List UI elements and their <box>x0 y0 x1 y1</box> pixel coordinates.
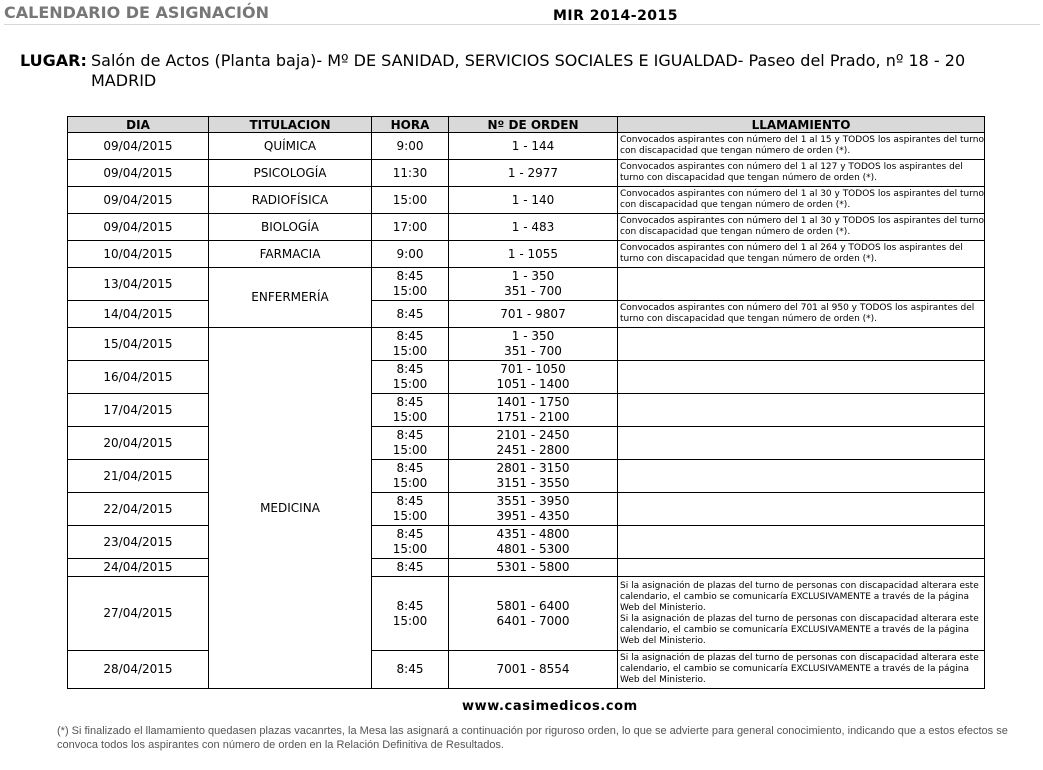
cell-dia: 13/04/2015 <box>68 268 209 301</box>
cell-titulacion: PSICOLOGÍA <box>209 160 372 187</box>
table-row <box>68 493 985 526</box>
cell-llamamiento <box>618 460 985 493</box>
column-header-hora: HORA <box>372 117 449 133</box>
cell-llamamiento: Convocados aspirantes con número del 1 al 15 y TODOS los aspirantes del turno con discapacidad que tengan número de orden (*). <box>618 133 985 160</box>
cell-titulacion: QUÍMICA <box>209 133 372 160</box>
cell-orden: 5301 - 5800 <box>449 559 618 577</box>
cell-titulacion: MEDICINA <box>209 328 372 689</box>
table-row <box>68 460 985 493</box>
cell-hora: 9:00 <box>372 133 449 160</box>
cell-dia: 20/04/2015 <box>68 427 209 460</box>
cell-titulacion: FARMACIA <box>209 241 372 268</box>
cell-orden: 7001 - 8554 <box>449 651 618 689</box>
page-title: CALENDARIO DE ASIGNACIÓN <box>4 3 275 25</box>
footnote: (*) Si finalizado el llamamiento quedasen plazas vacanrtes, la Mesa las asignará a continuación por riguroso orden, lo que se advierte para general conocimiento, indicando que a estos efectos se convoca todos los aspirantes con número de orden en la Relación Definitiva de Resultados. <box>57 725 1008 751</box>
cell-dia: 09/04/2015 <box>68 214 209 241</box>
cell-dia: 28/04/2015 <box>68 651 209 689</box>
cell-hora: 8:45 15:00 <box>372 361 449 394</box>
cell-llamamiento <box>618 394 985 427</box>
header-divider <box>4 24 1040 25</box>
cell-dia: 24/04/2015 <box>68 559 209 577</box>
cell-llamamiento: Si la asignación de plazas del turno de personas con discapacidad alterara este calendario, el cambio se comunicaría EXCLUSIVAMENTE a través de la página Web del Ministerio. <box>618 651 985 689</box>
website-link[interactable]: www.casimedicos.com <box>462 699 638 714</box>
exam-title: MIR 2014-2015 <box>553 8 679 24</box>
cell-dia: 14/04/2015 <box>68 301 209 328</box>
table-row <box>68 301 985 328</box>
location-block <box>20 51 1030 91</box>
table-row <box>68 187 985 214</box>
table-row <box>68 241 985 268</box>
cell-hora: 8:45 <box>372 301 449 328</box>
cell-hora: 8:45 15:00 <box>372 577 449 651</box>
cell-orden: 5801 - 6400 6401 - 7000 <box>449 577 618 651</box>
cell-hora: 8:45 15:00 <box>372 394 449 427</box>
cell-hora: 8:45 15:00 <box>372 328 449 361</box>
location-label: LUGAR: <box>20 51 87 70</box>
cell-dia: 15/04/2015 <box>68 328 209 361</box>
cell-titulacion: BIOLOGÍA <box>209 214 372 241</box>
cell-llamamiento: Convocados aspirantes con número del 1 al 264 y TODOS los aspirantes del turno con discapacidad que tengan número de orden (*). <box>618 241 985 268</box>
cell-llamamiento: Convocados aspirantes con número del 1 al 30 y TODOS los aspirantes del turno con discapacidad que tengan número de orden (*). <box>618 187 985 214</box>
cell-orden: 701 - 1050 1051 - 1400 <box>449 361 618 394</box>
cell-titulacion: ENFERMERÍA <box>209 268 372 328</box>
cell-hora: 8:45 <box>372 559 449 577</box>
cell-llamamiento <box>618 268 985 301</box>
cell-llamamiento: Convocados aspirantes con número del 1 al 30 y TODOS los aspirantes del turno con discapacidad que tengan número de orden (*). <box>618 214 985 241</box>
cell-dia: 27/04/2015 <box>68 577 209 651</box>
assignment-calendar-table <box>67 116 985 689</box>
cell-dia: 10/04/2015 <box>68 241 209 268</box>
cell-llamamiento <box>618 361 985 394</box>
column-header-llamamiento: LLAMAMIENTO <box>618 117 985 133</box>
cell-orden: 2101 - 2450 2451 - 2800 <box>449 427 618 460</box>
cell-hora: 8:45 15:00 <box>372 493 449 526</box>
cell-titulacion: RADIOFÍSICA <box>209 187 372 214</box>
column-header-titulacion: TITULACION <box>209 117 372 133</box>
cell-orden: 1 - 483 <box>449 214 618 241</box>
cell-orden: 1 - 1055 <box>449 241 618 268</box>
cell-llamamiento: Si la asignación de plazas del turno de personas con discapacidad alterara este calendario, el cambio se comunicaría EXCLUSIVAMENTE a través de la página Web del Ministerio. Si la asignación de plazas del turno de personas con discapacidad alterara este calendario, el cambio se comunicaría EXCLUSIVAMENTE a través de la página Web del Ministerio. <box>618 577 985 651</box>
table-row <box>68 214 985 241</box>
location-address: Salón de Actos (Planta baja)- Mº DE SANIDAD, SERVICIOS SOCIALES E IGUALDAD- Paseo del Prado, nº 18 - 20 MADRID <box>91 51 966 90</box>
table-row <box>68 427 985 460</box>
table-row <box>68 268 985 301</box>
table-row <box>68 577 985 651</box>
cell-llamamiento <box>618 493 985 526</box>
cell-hora: 17:00 <box>372 214 449 241</box>
cell-orden: 1 - 140 <box>449 187 618 214</box>
cell-dia: 09/04/2015 <box>68 133 209 160</box>
cell-dia: 21/04/2015 <box>68 460 209 493</box>
table-row <box>68 394 985 427</box>
table-row <box>68 160 985 187</box>
cell-dia: 09/04/2015 <box>68 160 209 187</box>
cell-llamamiento: Convocados aspirantes con número del 1 al 127 y TODOS los aspirantes del turno con discapacidad que tengan número de orden (*). <box>618 160 985 187</box>
cell-dia: 09/04/2015 <box>68 187 209 214</box>
cell-orden: 1401 - 1750 1751 - 2100 <box>449 394 618 427</box>
cell-orden: 1 - 350 351 - 700 <box>449 328 618 361</box>
cell-llamamiento <box>618 328 985 361</box>
cell-hora: 9:00 <box>372 241 449 268</box>
column-header-orden: Nº DE ORDEN <box>449 117 618 133</box>
cell-hora: 11:30 <box>372 160 449 187</box>
table-row <box>68 559 985 577</box>
cell-hora: 8:45 <box>372 651 449 689</box>
cell-orden: 3551 - 3950 3951 - 4350 <box>449 493 618 526</box>
cell-hora: 8:45 15:00 <box>372 460 449 493</box>
cell-orden: 1 - 144 <box>449 133 618 160</box>
cell-orden: 4351 - 4800 4801 - 5300 <box>449 526 618 559</box>
cell-llamamiento <box>618 559 985 577</box>
table-row <box>68 328 985 361</box>
cell-orden: 2801 - 3150 3151 - 3550 <box>449 460 618 493</box>
table-header-row <box>68 117 985 133</box>
cell-orden: 701 - 9807 <box>449 301 618 328</box>
table-row <box>68 361 985 394</box>
cell-hora: 15:00 <box>372 187 449 214</box>
cell-dia: 22/04/2015 <box>68 493 209 526</box>
cell-llamamiento <box>618 427 985 460</box>
cell-orden: 1 - 350 351 - 700 <box>449 268 618 301</box>
table-row <box>68 133 985 160</box>
cell-dia: 23/04/2015 <box>68 526 209 559</box>
cell-hora: 8:45 15:00 <box>372 268 449 301</box>
cell-llamamiento: Convocados aspirantes con número del 701 al 950 y TODOS los aspirantes del turno con discapacidad que tengan número de orden (*). <box>618 301 985 328</box>
cell-dia: 17/04/2015 <box>68 394 209 427</box>
cell-hora: 8:45 15:00 <box>372 427 449 460</box>
column-header-dia: DIA <box>68 117 209 133</box>
cell-orden: 1 - 2977 <box>449 160 618 187</box>
cell-dia: 16/04/2015 <box>68 361 209 394</box>
table-row <box>68 526 985 559</box>
cell-llamamiento <box>618 526 985 559</box>
cell-hora: 8:45 15:00 <box>372 526 449 559</box>
table-row <box>68 651 985 689</box>
